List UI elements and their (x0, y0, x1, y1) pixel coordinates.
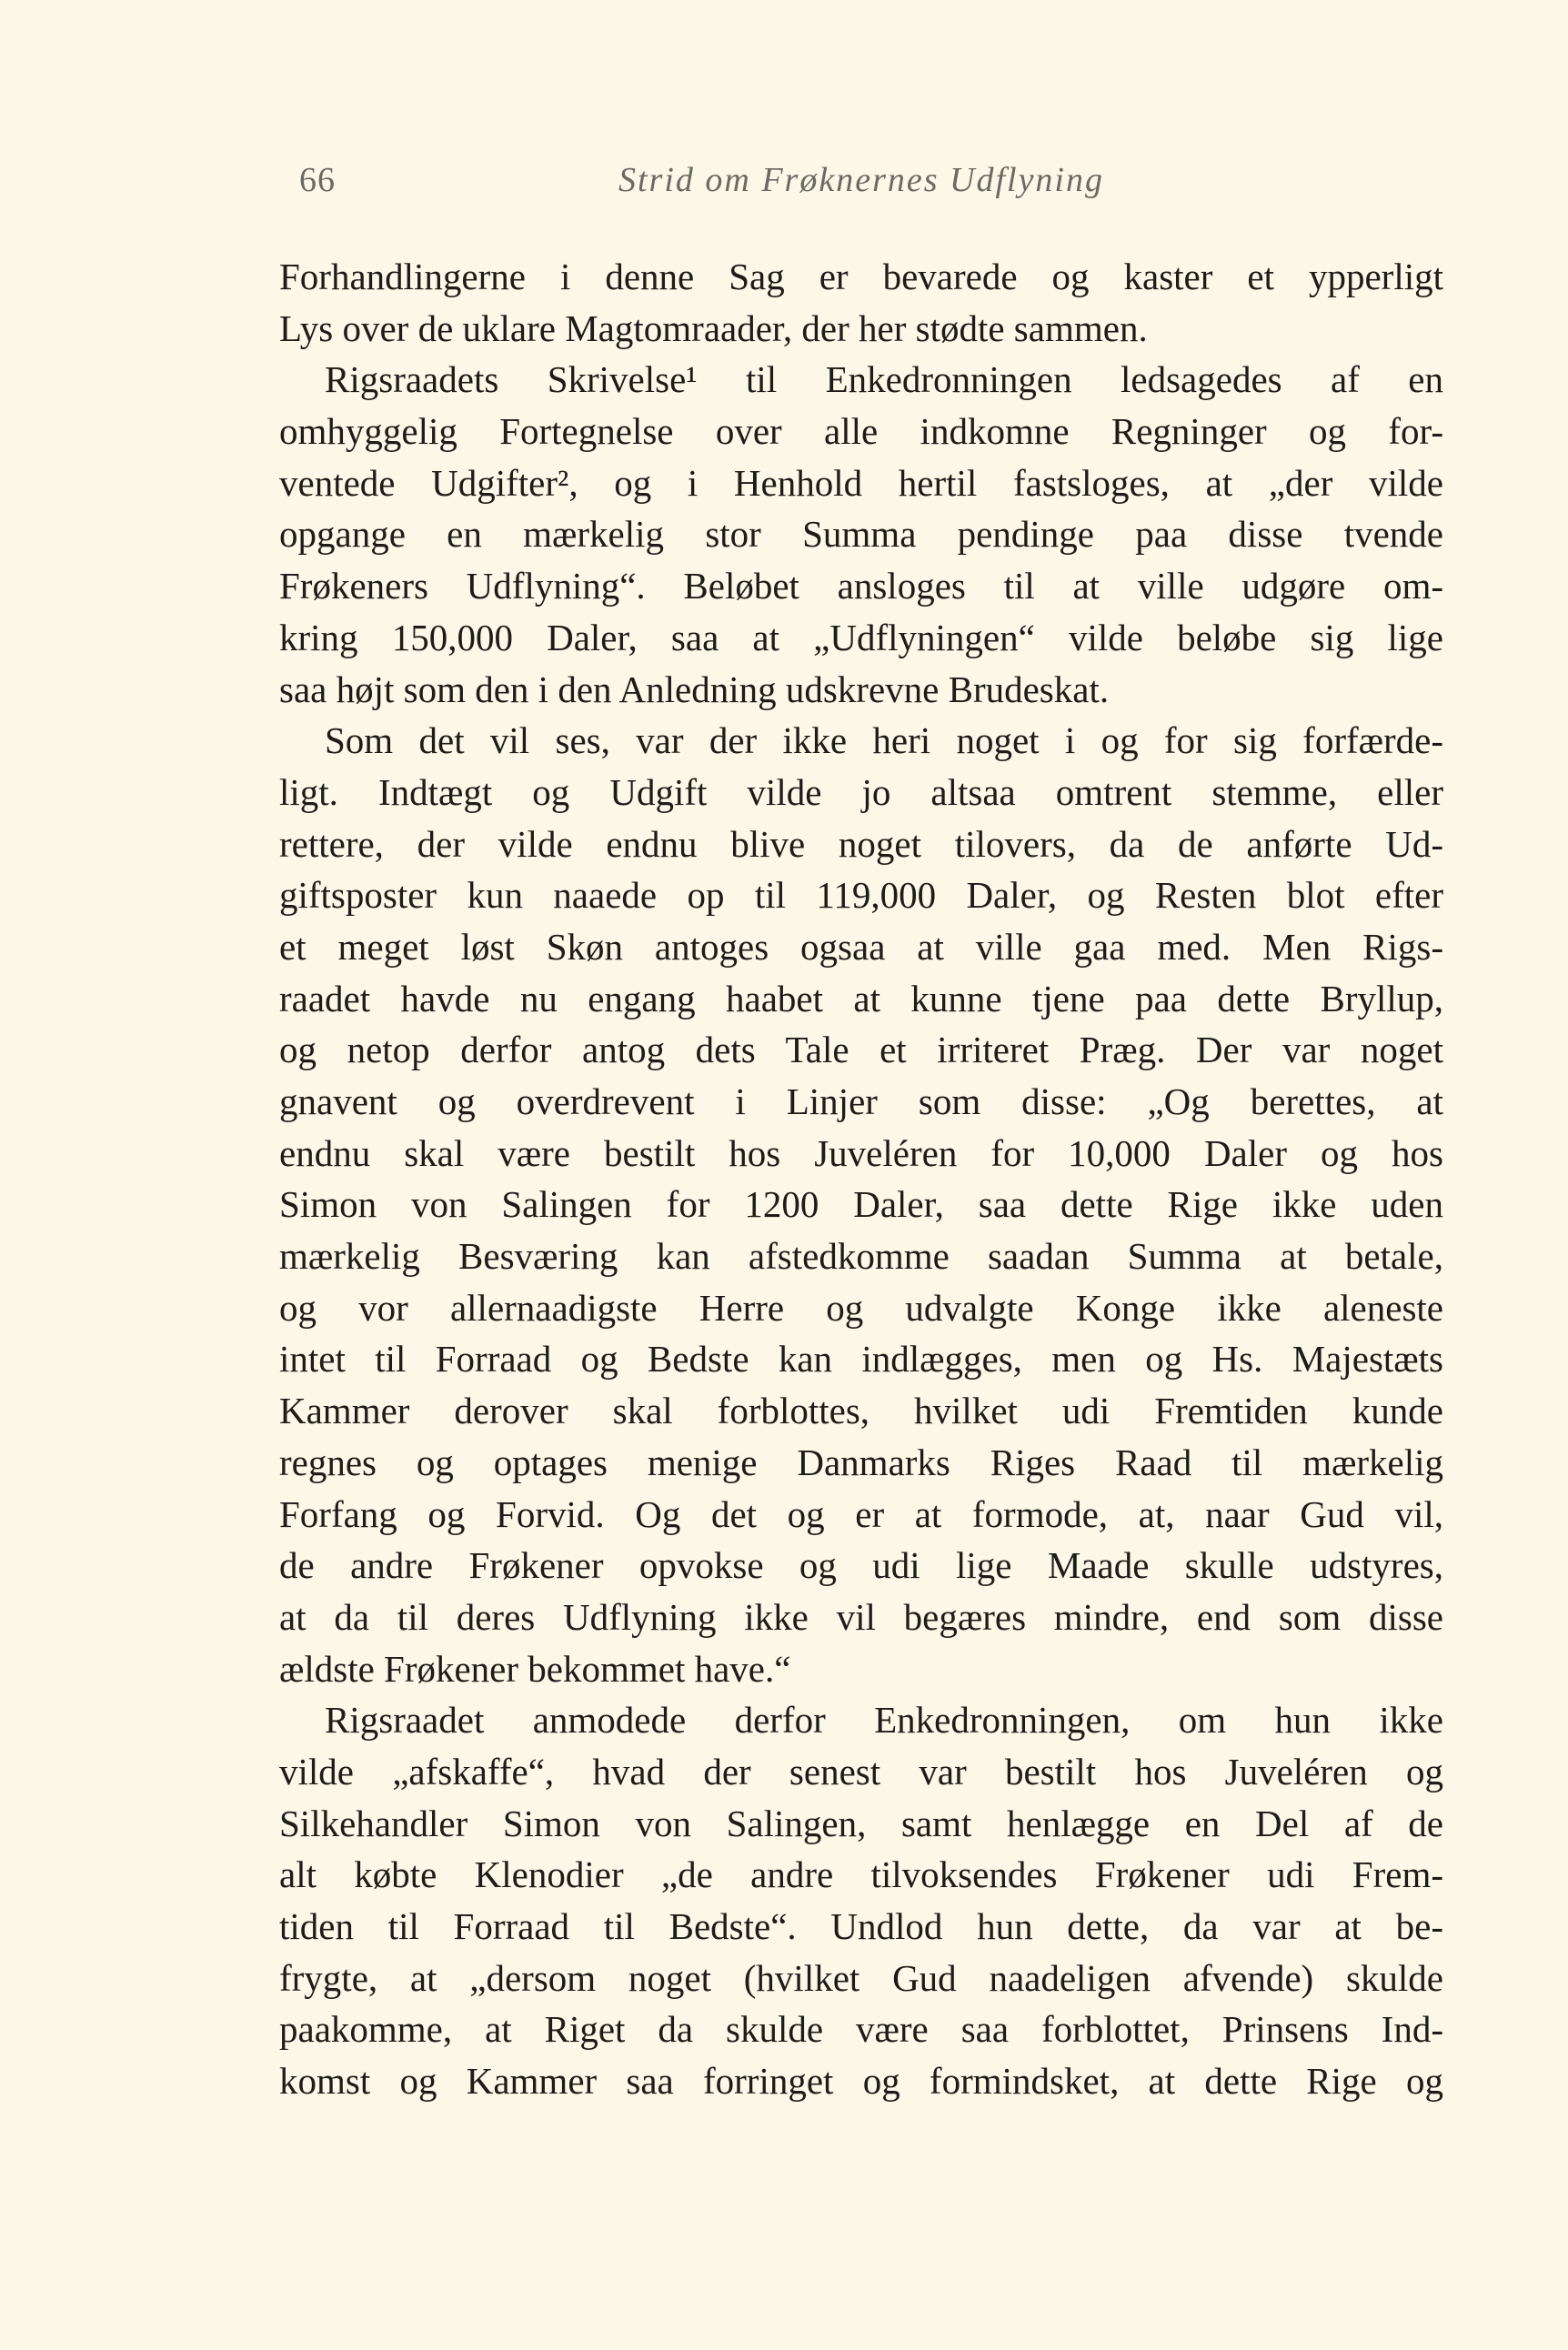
text-line: komst og Kammer saa forringet og formindsket, at dette Rige og (279, 2060, 1443, 2103)
body-text (279, 251, 1443, 2107)
text-line: at da til deres Udflyning ikke vil begæres mindre, end som disse (279, 1595, 1443, 1638)
text-line: endnu skal være bestilt hos Juveléren for 10,000 Daler og hos (279, 1131, 1443, 1174)
page-header (279, 160, 1443, 215)
text-line: paakomme, at Riget da skulde være saa forblottet, Prinsens Ind- (279, 2008, 1443, 2051)
text-line: Frøkeners Udflyning“. Beløbet ansloges til at ville udgøre om- (279, 565, 1443, 608)
text-line: alt købte Klenodier „de andre tilvoksendes Frøkener udi Frem- (279, 1853, 1443, 1896)
text-line: de andre Frøkener opvokse og udi lige Maade skulle udstyres, (279, 1544, 1443, 1587)
text-line: tiden til Forraad til Bedste“. Undlod hun dette, da var at be- (279, 1905, 1443, 1947)
text-line: mærkelig Besværing kan afstedkomme saadan Summa at betale, (279, 1235, 1443, 1278)
text-line: raadet havde nu engang haabet at kunne tjene paa dette Bryllup, (279, 977, 1443, 1019)
text-line: et meget løst Skøn antoges ogsaa at ville gaa med. Men Rigs- (279, 925, 1443, 968)
text-line: Som det vil ses, var der ikke heri noget i og for sig forfærde- (325, 719, 1443, 762)
text-line: Rigsraadet anmodede derfor Enkedronningen, om hun ikke (325, 1699, 1443, 1742)
text-line: Forfang og Forvid. Og det og er at formode, at, naar Gud vil, (279, 1492, 1443, 1535)
text-line: og vor allernaadigste Herre og udvalgte Konge ikke aleneste (279, 1286, 1443, 1329)
page-number: 66 (299, 161, 336, 199)
text-line: giftsposter kun naaede op til 119,000 Daler, og Resten blot efter (279, 874, 1443, 917)
text-line: omhyggelig Fortegnelse over alle indkomne Regninger og for- (279, 410, 1443, 453)
text-line: Lys over de uklare Magtomraader, der her stødte sammen. (279, 306, 1148, 349)
text-line: regnes og optages menige Danmarks Riges Raad til mærkelig (279, 1441, 1443, 1483)
text-line: frygte, at „dersom noget (hvilket Gud naadeligen afvende) skulde (279, 1956, 1443, 1999)
running-title: Strid om Frøknernes Udflyning (618, 161, 1104, 199)
text-line: intet til Forraad og Bedste kan indlægges, men og Hs. Majestæts (279, 1338, 1443, 1381)
text-line: Simon von Salingen for 1200 Daler, saa dette Rige ikke uden (279, 1183, 1443, 1226)
text-line: ligt. Indtægt og Udgift vilde jo altsaa omtrent stemme, eller (279, 770, 1443, 813)
text-line: Forhandlingerne i denne Sag er bevarede og kaster et ypperligt (279, 256, 1443, 297)
text-line: saa højt som den i den Anledning udskrevne Brudeskat. (279, 668, 1110, 710)
text-line: Kammer derover skal forblottes, hvilket udi Fremtiden kunde (279, 1390, 1443, 1432)
text-line: opgange en mærkelig stor Summa pendinge paa disse tvende (279, 513, 1443, 556)
text-line: gnavent og overdrevent i Linjer som disse: „Og berettes, at (279, 1080, 1443, 1122)
text-line: Silkehandler Simon von Salingen, samt henlægge en Del af de (279, 1802, 1443, 1844)
text-line: kring 150,000 Daler, saa at „Udflyningen“ vilde beløbe sig lige (279, 616, 1443, 658)
text-line: og netop derfor antog dets Tale et irriteret Præg. Der var noget (279, 1029, 1443, 1071)
text-line: ventede Udgifter², og i Henhold hertil fastsloges, at „der vilde (279, 461, 1443, 504)
text-line: ældste Frøkener bekommet have.“ (279, 1647, 791, 1690)
text-line: vilde „afskaffe“, hvad der senest var bestilt hos Juveléren og (279, 1750, 1443, 1793)
text-line: rettere, der vilde endnu blive noget tilovers, da de anførte Ud- (279, 822, 1443, 865)
text-line: Rigsraadets Skrivelse¹ til Enkedronningen ledsagedes af en (325, 358, 1443, 401)
